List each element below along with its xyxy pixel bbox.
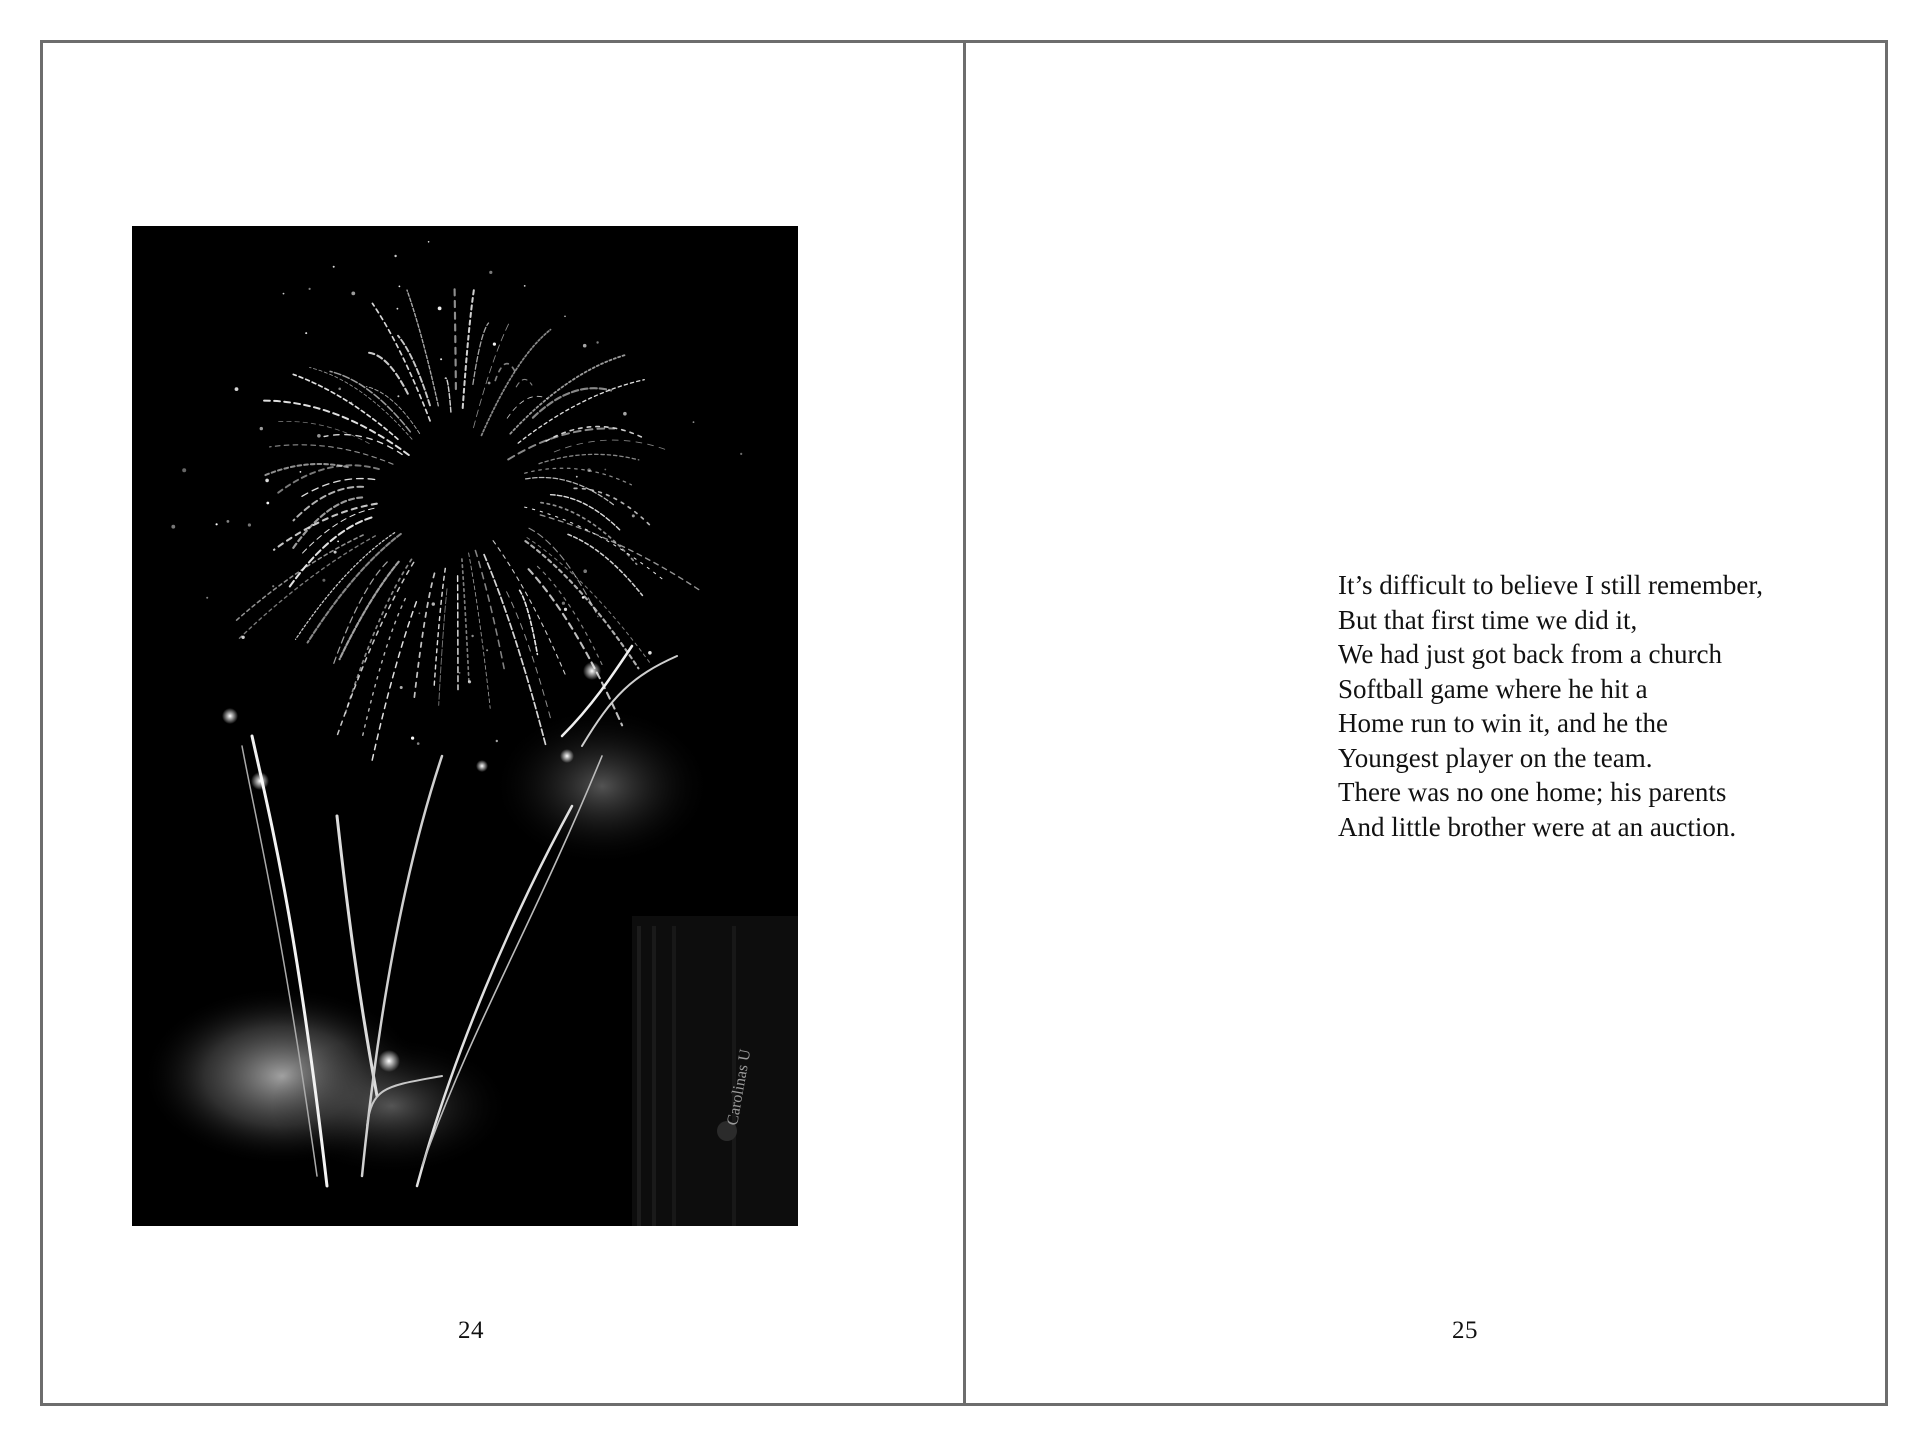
poem-line: It’s difficult to believe I still remember,	[1338, 570, 1764, 600]
poem-line: Home run to win it, and he the	[1338, 708, 1668, 738]
poem-line: We had just got back from a church	[1338, 639, 1722, 669]
left-page	[43, 43, 963, 1403]
poem	[1338, 568, 1763, 844]
poem-line: There was no one home; his parents	[1338, 777, 1727, 807]
page-number-right: 25	[1452, 1317, 1478, 1344]
poem-line: But that first time we did it,	[1338, 604, 1638, 635]
poem-line: And little brother were at an auction.	[1338, 811, 1737, 842]
poem-line: Youngest player on the team.	[1338, 742, 1653, 773]
right-page	[966, 43, 1885, 1403]
fireworks-photo	[132, 226, 798, 1226]
building	[632, 916, 798, 1226]
page-number-left: 24	[458, 1317, 484, 1344]
book-spread	[40, 40, 1888, 1406]
poem-line: Softball game where he hit a	[1338, 673, 1648, 704]
building-sign: Carolinas U	[724, 1048, 755, 1127]
